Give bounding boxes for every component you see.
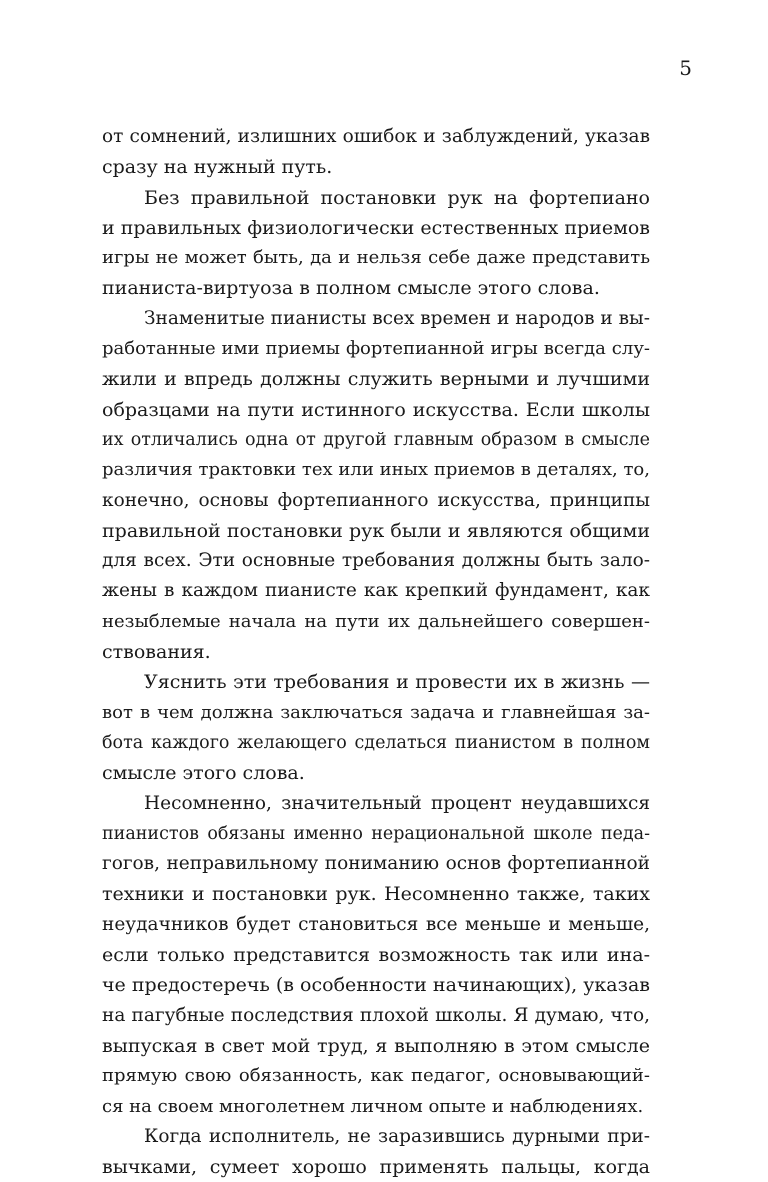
text-line: прямую свою обязанность, как педагог, основывающий-: [102, 1065, 650, 1087]
text-line: от сомнений, излишних ошибок и заблуждений, указав: [102, 126, 650, 147]
text-line: для всех. Эти основные требования должны быть зало-: [102, 550, 650, 572]
text-line: пианиста-виртуоза в полном смысле этого слова.: [102, 277, 600, 300]
text-line: техники и постановки рук. Несомненно также, таких: [102, 883, 650, 906]
text-line: работанные ими приемы фортепианной игры всегда слу-: [102, 338, 650, 360]
text-line: незыблемые начала на пути их дальнейшего совершен-: [102, 610, 650, 632]
text-line: сразу на нужный путь.: [102, 156, 333, 179]
paragraph: [102, 183, 650, 304]
text-line: вот в чем должна заключаться задача и главнейшая за-: [102, 701, 650, 723]
text-line: че предостеречь (в особенности начинающих), указав: [102, 974, 650, 997]
text-line: образцами на пути истинного искусства. Если школы: [102, 398, 650, 421]
text-line: конечно, основы фортепианного искусства, принципы: [102, 489, 650, 511]
body-text: [102, 122, 650, 1182]
paragraph: [102, 789, 650, 1122]
text-line: гогов, неправильному пониманию основ фортепианной: [102, 853, 650, 875]
paragraph: [102, 667, 650, 788]
text-line: если только представится возможность так или ина-: [102, 944, 650, 967]
paragraph: [102, 1122, 650, 1182]
text-line: на пагубные последствия плохой школы. Я думаю, что,: [102, 1004, 650, 1026]
text-line: выпуская в свет мой труд, я выполняю в этом смысле: [102, 1034, 650, 1057]
paragraph: [102, 304, 650, 668]
text-line: Знаменитые пианисты всех времен и народов и вы-: [144, 307, 650, 329]
text-line: их отличались одна от другой главным образом в смысле: [102, 429, 650, 450]
text-line: различия трактовки тех или иных приемов в деталях, то,: [102, 459, 650, 481]
text-line: правильной постановки рук были и являются общими: [102, 519, 650, 542]
text-line: вычками, сумеет хорошо применять пальцы, когда: [102, 1156, 650, 1179]
text-line: ствования.: [102, 641, 211, 664]
page-number: 5: [679, 56, 692, 80]
text-line: жили и впредь должны служить верными и лучшими: [102, 368, 650, 391]
text-line: и правильных физиологически естественных приемов: [102, 216, 650, 239]
text-line: Когда исполнитель, не заразившись дурными при-: [144, 1125, 650, 1147]
text-line: неудачников будет становиться все меньше и меньше,: [102, 913, 650, 935]
text-line: жены в каждом пианисте как крепкий фундамент, как: [102, 580, 650, 602]
text-line: смысле этого слова.: [102, 762, 305, 785]
text-line: Уяснить эти требования и провести их в жизнь —: [144, 671, 650, 694]
paragraph: [102, 122, 650, 183]
text-line: Без правильной постановки рук на фортепиано: [144, 186, 650, 209]
text-line: ся на своем многолетнем личном опыте и наблюдениях.: [102, 1095, 644, 1117]
text-line: игры не может быть, да и нельзя себе даже представить: [102, 247, 650, 269]
text-line: бота каждого желающего сделаться пианистом в полном: [102, 732, 650, 753]
text-line: пианистов обязаны именно нерациональной школе педа-: [102, 823, 650, 844]
text-line: Несомненно, значительный процент неудавшихся: [144, 792, 650, 814]
